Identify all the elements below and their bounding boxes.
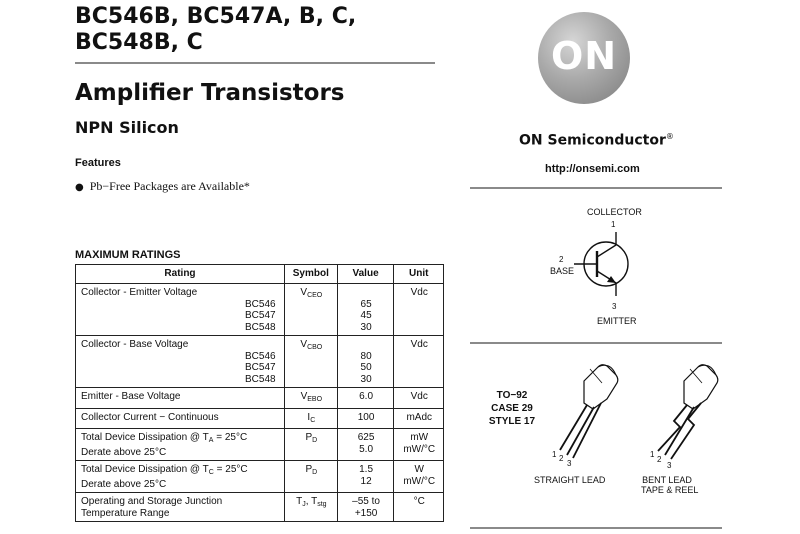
value-text [343, 339, 390, 351]
collector-arm [597, 245, 616, 257]
company-name [519, 132, 674, 149]
value-text: 12 [360, 475, 372, 487]
symbol-text: V [300, 287, 308, 298]
column-header-unit: Unit [394, 265, 444, 284]
value-text: 50 [360, 362, 372, 373]
unit-text: mW [410, 432, 429, 443]
rating-text: Derate above 25°C [81, 446, 167, 458]
symbol-cell [284, 493, 337, 522]
rating-cell [76, 429, 285, 461]
symbol-cell [284, 429, 337, 461]
symbol-text: T [296, 496, 303, 507]
feature-item [75, 179, 250, 194]
table-row [76, 284, 444, 336]
table-row [76, 336, 444, 388]
document-heading: Amplifier Transistors [75, 80, 345, 106]
bent-lead-label-line2: TAPE & REEL [641, 485, 699, 495]
company-name-text: ON Semiconductor [519, 132, 666, 149]
table-row [76, 388, 444, 409]
emitter-arrow-icon [607, 276, 616, 283]
straight-pin-3: 3 [567, 459, 572, 468]
bent-lead-label-line1: BENT LEAD [642, 475, 692, 485]
unit-text: mW/°C [403, 475, 436, 487]
rating-variant: BC547 [245, 362, 276, 373]
rating-variant: BC547 [245, 310, 276, 321]
symbol-text: V [300, 391, 308, 402]
rating-text: Collector - Emitter Voltage [81, 287, 198, 298]
rating-cell [76, 284, 285, 336]
value-cell [337, 461, 394, 493]
symbol-cell [284, 388, 337, 409]
value-cell: –55 to +150 [337, 493, 394, 522]
base-label: BASE [550, 266, 575, 276]
max-ratings-heading: MAXIMUM RATINGS [75, 249, 181, 261]
unit-cell [394, 461, 444, 493]
table-row [76, 408, 444, 429]
registered-mark: ® [665, 132, 674, 141]
symbol-subscript: D [312, 469, 318, 476]
symbol-subscript: J [302, 501, 306, 508]
straight-lead-label: STRAIGHT LEAD [534, 475, 606, 485]
package-divider [470, 527, 722, 529]
schematic-divider [470, 342, 722, 344]
table-row [76, 429, 444, 461]
table-row [76, 493, 444, 522]
collector-label: COLLECTOR [587, 207, 642, 217]
value-cell [337, 336, 394, 388]
package-type: TO−92 [496, 390, 528, 401]
unit-cell: Vdc [394, 284, 444, 336]
value-cell [337, 429, 394, 461]
value-text: 30 [360, 321, 372, 333]
symbol-subscript: D [312, 437, 318, 444]
rating-text: Derate above 25°C [81, 478, 167, 490]
rating-text: Collector - Base Voltage [81, 339, 189, 350]
table-header-row [76, 265, 444, 284]
bent-pin-1: 1 [650, 450, 655, 459]
symbol-subscript: C [310, 416, 316, 424]
features-heading: Features [75, 157, 121, 169]
emitter-pin: 3 [612, 302, 617, 311]
rating-text: = 25°C [213, 432, 248, 443]
symbol-subscript: CEO [307, 292, 323, 299]
rating-subscript: A [208, 437, 214, 444]
rating-cell: Emitter - Base Voltage [76, 388, 285, 409]
rating-text: Total Device Dissipation @ T [81, 432, 209, 443]
value-text: 5.0 [359, 443, 374, 455]
unit-cell: mAdc [394, 408, 444, 429]
symbol-text: V [300, 339, 308, 350]
rating-cell: Collector Current − Continuous [76, 408, 285, 429]
bent-lead-label [641, 475, 699, 495]
column-header-rating: Rating [76, 265, 285, 284]
value-text: 45 [360, 310, 372, 321]
unit-cell: Vdc [394, 336, 444, 388]
collector-pin: 1 [611, 220, 616, 229]
feature-item-text: Pb−Free Packages are Available* [89, 179, 250, 193]
bent-pin-3: 3 [667, 461, 672, 470]
symbol-cell [284, 461, 337, 493]
symbol-text: P [305, 464, 313, 475]
rating-cell [76, 493, 285, 522]
symbol-subscript: CBO [307, 344, 323, 351]
value-text [343, 287, 390, 299]
rating-text: = 25°C [213, 464, 248, 475]
value-text: 65 [360, 298, 372, 310]
unit-cell: Vdc [394, 388, 444, 409]
part-number-title-line1: BC546B, BC547A, B, C, [75, 4, 357, 29]
rating-text: Operating and Storage Junction [81, 496, 223, 507]
on-semiconductor-logo [538, 12, 630, 104]
symbol-subscript: stg [317, 501, 327, 508]
max-ratings-table [75, 264, 444, 522]
symbol-cell [284, 408, 337, 429]
rating-subscript: C [208, 469, 214, 476]
value-cell: 6.0 [337, 388, 394, 409]
symbol-subscript: EBO [307, 396, 323, 403]
value-text: 625 [357, 432, 375, 443]
column-header-symbol: Symbol [284, 265, 337, 284]
company-url[interactable]: http://onsemi.com [545, 163, 640, 175]
value-cell: 100 [337, 408, 394, 429]
part-number-title-line2: BC548B, C [75, 30, 203, 55]
unit-cell: °C [394, 493, 444, 522]
symbol-cell [284, 284, 337, 336]
value-text: 1.5 [359, 464, 374, 475]
package-style: STYLE 17 [488, 416, 536, 427]
rating-text: Temperature Range [81, 507, 170, 519]
symbol-cell [284, 336, 337, 388]
bullet-icon: ● [75, 182, 84, 193]
document-subheading: NPN Silicon [75, 118, 179, 137]
package-info [477, 389, 547, 428]
package-case: CASE 29 [491, 403, 533, 414]
symbol-text: , T [305, 496, 318, 507]
rating-text: Total Device Dissipation @ T [81, 464, 209, 475]
base-pin: 2 [559, 255, 564, 264]
column-header-value: Value [337, 265, 394, 284]
bent-pin-2: 2 [657, 455, 662, 464]
rating-variant: BC548 [245, 321, 276, 333]
unit-text: W [414, 464, 424, 475]
symbol-text: P [305, 432, 313, 443]
unit-text: mW/°C [403, 443, 436, 455]
rating-cell [76, 336, 285, 388]
rating-variant: BC548 [245, 373, 276, 385]
title-divider [75, 62, 435, 64]
table-row [76, 461, 444, 493]
value-text: 80 [360, 350, 372, 362]
logo-text: ON [550, 34, 618, 78]
value-text: 30 [360, 373, 372, 385]
rating-variant: BC546 [245, 350, 276, 362]
rating-variant: BC546 [245, 298, 276, 310]
straight-pin-1: 1 [552, 450, 557, 459]
value-cell [337, 284, 394, 336]
emitter-label: EMITTER [597, 316, 637, 326]
rating-cell [76, 461, 285, 493]
unit-cell [394, 429, 444, 461]
straight-pin-2: 2 [559, 454, 564, 463]
brand-divider [470, 187, 722, 189]
symbol-text: I [307, 411, 311, 423]
